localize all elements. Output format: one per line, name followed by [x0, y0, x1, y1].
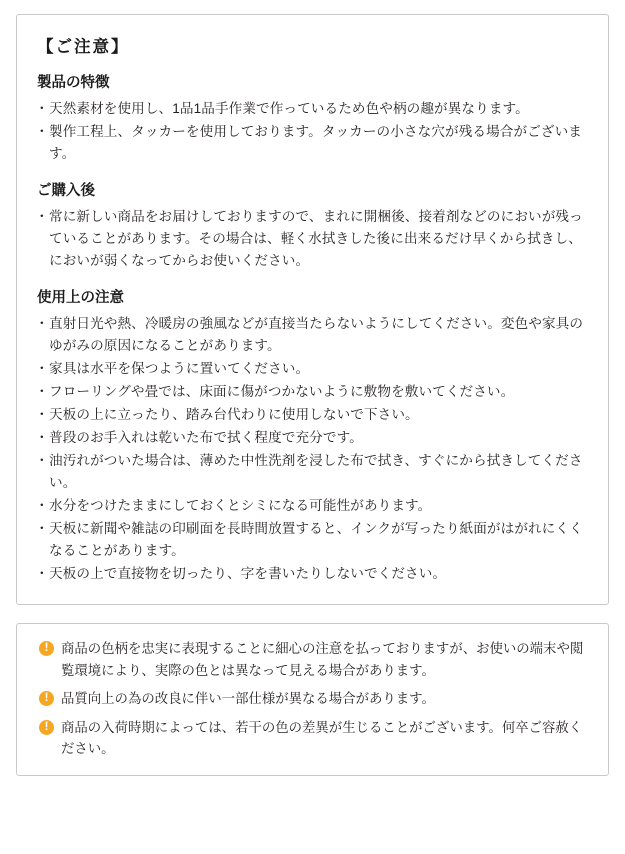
- exclamation-circle-icon: [39, 641, 54, 656]
- notice-section-product-features: [35, 71, 590, 165]
- notice-panel: [16, 14, 609, 605]
- list-item-text: 商品の入荷時期によっては、若干の色の差異が生じることがございます。何卒ご容赦ください。: [61, 719, 583, 757]
- list-item: [35, 495, 590, 517]
- list-item: [35, 518, 590, 562]
- list-item: [37, 688, 590, 709]
- list-item: [35, 358, 590, 380]
- list-item: [35, 381, 590, 403]
- list-item: [37, 717, 590, 760]
- list-item-text: 天板の上で直接物を切ったり、字を書いたりしないでください。: [49, 566, 447, 582]
- bullet-list: [35, 98, 590, 165]
- list-item-text: 普段のお手入れは乾いた布で拭く程度で充分です。: [49, 430, 363, 446]
- list-item: [35, 427, 590, 449]
- bullet-mark: ・: [35, 498, 49, 514]
- list-item-text: 水分をつけたままにしておくとシミになる可能性があります。: [49, 498, 432, 514]
- list-item-text: 天然素材を使用し、1品1品手作業で作っているため色や柄の趣が異なります。: [49, 101, 529, 116]
- list-item-text: 天板に新聞や雑誌の印刷面を長時間放置すると、インクが写ったり紙面がはがれにくくなることがあります。: [49, 521, 583, 559]
- list-item-text: 油汚れがついた場合は、薄めた中性洗剤を浸した布で拭き、すぐにから拭きしてください。: [49, 453, 583, 491]
- exclamation-circle-icon: [39, 720, 54, 735]
- warning-list: [37, 638, 590, 759]
- section-heading: ご購入後: [37, 183, 95, 200]
- list-item: [35, 404, 590, 426]
- bullet-mark: ・: [35, 407, 49, 423]
- list-item: [35, 98, 590, 120]
- list-item-text: 家具は水平を保つように置いてください。: [49, 361, 310, 377]
- bullet-mark: ・: [35, 101, 49, 116]
- bullet-mark: ・: [35, 521, 49, 537]
- list-item: [35, 121, 590, 165]
- bullet-list: [35, 206, 590, 272]
- list-item-text: 商品の色柄を忠実に表現することに細心の注意を払っておりますが、お使いの端末や閲覧環境により、実際の色とは異なって見える場合があります。: [61, 641, 584, 678]
- section-heading: 使用上の注意: [37, 290, 124, 307]
- list-item: [35, 563, 590, 585]
- bullet-mark: ・: [35, 316, 49, 332]
- bullet-mark: ・: [35, 566, 49, 582]
- list-item: [35, 206, 590, 272]
- list-item-text: 製作工程上、タッカーを使用しております。タッカーの小さな穴が残る場合がございます。: [49, 124, 582, 162]
- list-item: [35, 313, 590, 357]
- list-item: [37, 638, 590, 681]
- bullet-mark: ・: [35, 209, 49, 225]
- section-heading: 製品の特徴: [37, 75, 110, 91]
- list-item-text: フローリングや畳では、床面に傷がつかないように敷物を敷いてください。: [49, 384, 515, 400]
- notice-section-usage-cautions: [35, 286, 590, 585]
- list-item-text: 直射日光や熱、冷暖房の強風などが直接当たらないようにしてください。変色や家具のゆがみの原因になることがあります。: [49, 316, 584, 354]
- bullet-mark: ・: [35, 384, 49, 400]
- list-item-text: 品質向上の為の改良に伴い一部仕様が異なる場合があります。: [61, 691, 435, 707]
- bullet-mark: ・: [35, 361, 49, 377]
- warnings-panel: [16, 623, 609, 776]
- bullet-mark: ・: [35, 453, 49, 469]
- list-item-text: 常に新しい商品をお届けしておりますので、まれに開梱後、接着剤などのにおいが残っていることがあります。その場合は、軽く水拭きした後に出来るだけ早くから拭きし、においが弱くなってからお使いください。: [49, 209, 583, 269]
- bullet-mark: ・: [35, 430, 49, 446]
- bullet-mark: ・: [35, 124, 49, 140]
- bullet-list: [35, 313, 590, 585]
- notice-section-after-purchase: [35, 179, 590, 272]
- exclamation-circle-icon: [39, 691, 54, 706]
- list-item: [35, 450, 590, 494]
- notice-title: 【ご注意】: [37, 38, 130, 56]
- list-item-text: 天板の上に立ったり、踏み台代わりに使用しないで下さい。: [49, 407, 419, 423]
